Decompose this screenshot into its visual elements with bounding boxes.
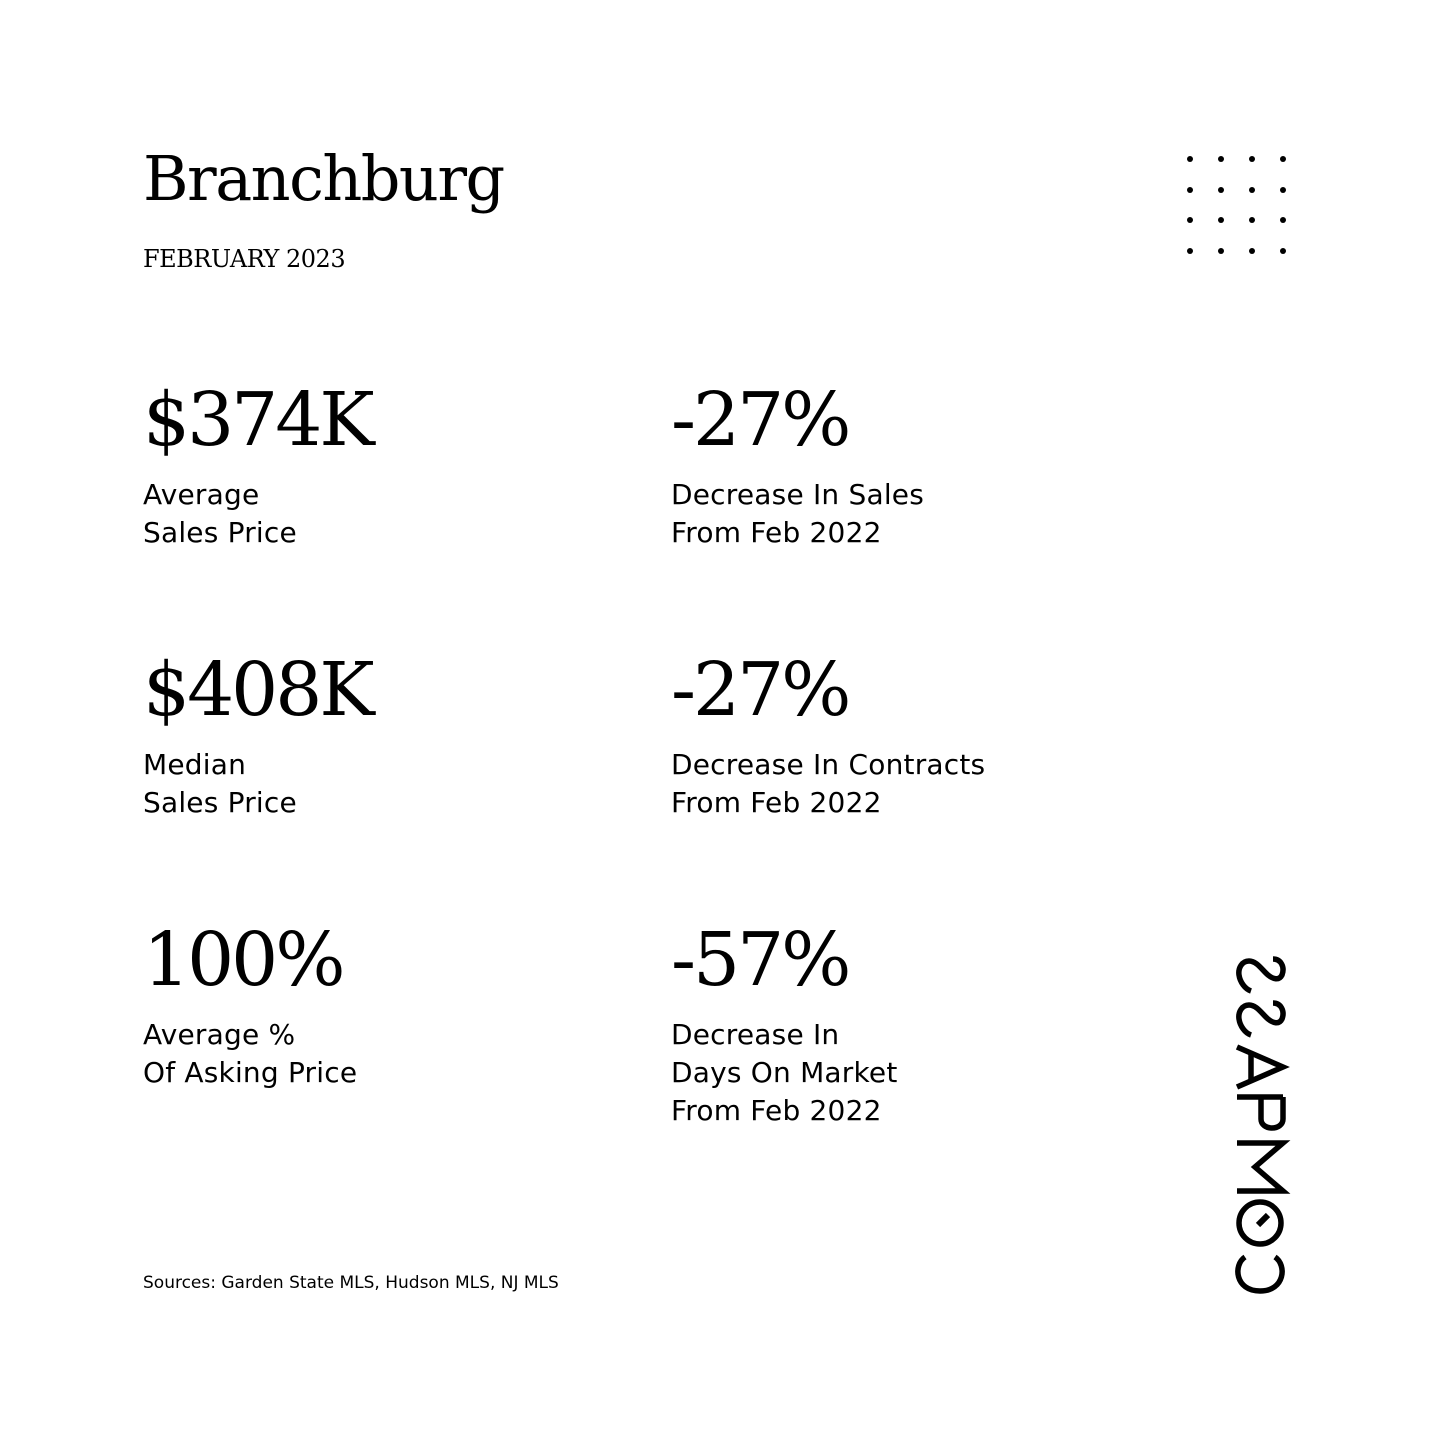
dot-grid-decoration	[1174, 144, 1298, 266]
stat-label	[671, 1016, 898, 1130]
stat-value: -27%	[671, 377, 849, 463]
sources-note: Sources: Garden State MLS, Hudson MLS, NJ MLS	[143, 1273, 559, 1293]
stat-value: -57%	[671, 917, 849, 1003]
dot	[1218, 217, 1224, 223]
page-title: Branchburg	[143, 142, 504, 215]
stat-label-line: Decrease In Contracts	[671, 748, 986, 781]
dot	[1187, 248, 1193, 254]
stat-value: $374K	[143, 377, 372, 463]
dot	[1187, 156, 1193, 162]
stat-average-asking-price	[143, 917, 358, 1092]
report-period: FEBRUARY 2023	[143, 245, 346, 273]
stat-median-sales-price	[143, 647, 372, 822]
dot	[1187, 217, 1193, 223]
dot	[1249, 156, 1255, 162]
dot	[1280, 248, 1286, 254]
stat-label-line: Of Asking Price	[143, 1056, 358, 1089]
dot	[1249, 187, 1255, 193]
dot	[1218, 156, 1224, 162]
stat-label	[671, 476, 924, 552]
dot	[1218, 187, 1224, 193]
stat-label	[143, 746, 372, 822]
stat-sales-change	[671, 377, 925, 552]
stat-contracts-change	[671, 647, 986, 822]
stat-value: $408K	[143, 647, 372, 733]
stat-label-line: Sales Price	[143, 786, 297, 819]
stat-label	[143, 1016, 357, 1092]
stat-label	[143, 476, 372, 552]
stat-value: 100%	[143, 917, 343, 1003]
stat-label-line: From Feb 2022	[671, 786, 882, 819]
stat-label-line: From Feb 2022	[671, 516, 882, 549]
stat-label	[671, 746, 985, 822]
stat-average-sales-price	[143, 377, 372, 552]
stat-label-line: Decrease In	[671, 1018, 840, 1051]
dot	[1280, 156, 1286, 162]
stat-label-line: From Feb 2022	[671, 1094, 882, 1127]
stat-label-line: Days On Market	[671, 1056, 898, 1089]
dot	[1280, 217, 1286, 223]
stat-value: -27%	[671, 647, 849, 733]
dot	[1218, 248, 1224, 254]
stat-label-line: Sales Price	[143, 516, 297, 549]
dot	[1280, 187, 1286, 193]
stat-label-line: Average %	[143, 1018, 296, 1051]
dot	[1249, 217, 1255, 223]
dot	[1249, 248, 1255, 254]
stat-days-on-market-change	[671, 917, 898, 1130]
stat-label-line: Median	[143, 748, 247, 781]
stat-label-line: Decrease In Sales	[671, 478, 925, 511]
compass-logo	[1235, 955, 1295, 1295]
dot	[1187, 187, 1193, 193]
stat-label-line: Average	[143, 478, 260, 511]
